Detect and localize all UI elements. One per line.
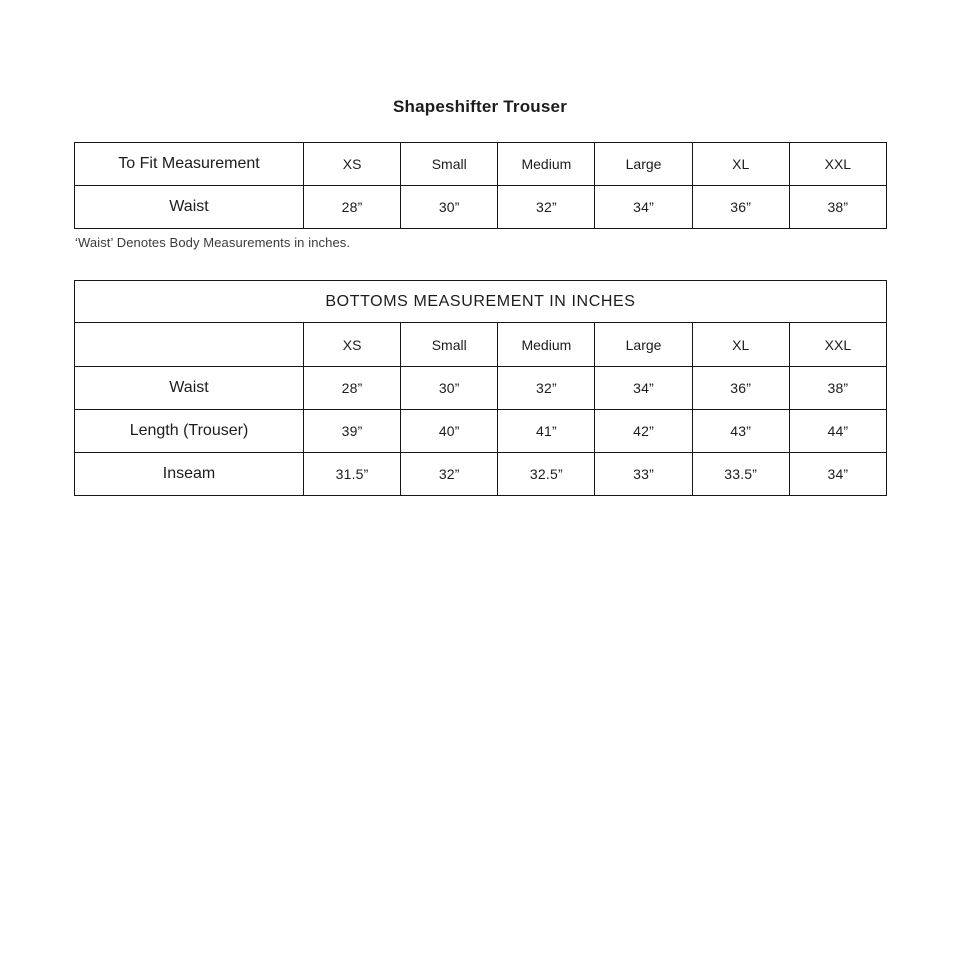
bottoms-waist-xxl: 38” <box>789 367 886 410</box>
bottoms-inseam-xl: 33.5” <box>692 453 789 496</box>
fit-header-medium: Medium <box>498 143 595 186</box>
fit-header-small: Small <box>401 143 498 186</box>
bottoms-header-xl: XL <box>692 323 789 367</box>
bottoms-header-xs: XS <box>304 323 401 367</box>
bottoms-header-small: Small <box>401 323 498 367</box>
bottoms-length-large: 42” <box>595 410 692 453</box>
bottoms-length-xl: 43” <box>692 410 789 453</box>
fit-header-label: To Fit Measurement <box>75 143 304 186</box>
fit-waist-xxl: 38” <box>789 186 886 229</box>
bottoms-waist-small: 30” <box>401 367 498 410</box>
bottoms-inseam-label: Inseam <box>75 453 304 496</box>
bottoms-length-medium: 41” <box>498 410 595 453</box>
bottoms-title-row <box>75 281 887 323</box>
bottoms-inseam-row <box>75 453 887 496</box>
fit-waist-large: 34” <box>595 186 692 229</box>
bottoms-length-row <box>75 410 887 453</box>
bottoms-inseam-xs: 31.5” <box>304 453 401 496</box>
bottoms-waist-medium: 32” <box>498 367 595 410</box>
bottoms-waist-label: Waist <box>75 367 304 410</box>
bottoms-header-empty-cell <box>75 323 304 367</box>
bottoms-waist-xl: 36” <box>692 367 789 410</box>
fit-header-large: Large <box>595 143 692 186</box>
bottoms-inseam-small: 32” <box>401 453 498 496</box>
bottoms-size-header-row <box>75 323 887 367</box>
fit-measurement-table <box>74 142 887 229</box>
bottoms-waist-xs: 28” <box>304 367 401 410</box>
bottoms-waist-row <box>75 367 887 410</box>
bottoms-header-medium: Medium <box>498 323 595 367</box>
fit-header-xxl: XXL <box>789 143 886 186</box>
fit-waist-label: Waist <box>75 186 304 229</box>
fit-header-xl: XL <box>692 143 789 186</box>
waist-note: ‘Waist’ Denotes Body Measurements in inches. <box>75 235 351 250</box>
fit-header-row <box>75 143 887 186</box>
page-title: Shapeshifter Trouser <box>392 97 568 116</box>
fit-waist-xs: 28” <box>304 186 401 229</box>
bottoms-inseam-large: 33” <box>595 453 692 496</box>
bottoms-header-xxl: XXL <box>789 323 886 367</box>
bottoms-length-small: 40” <box>401 410 498 453</box>
bottoms-length-xs: 39” <box>304 410 401 453</box>
bottoms-header-large: Large <box>595 323 692 367</box>
fit-header-xs: XS <box>304 143 401 186</box>
fit-waist-row <box>75 186 887 229</box>
bottoms-length-xxl: 44” <box>789 410 886 453</box>
size-chart-sheet <box>74 0 886 496</box>
bottoms-length-label: Length (Trouser) <box>75 410 304 453</box>
bottoms-table-title: BOTTOMS MEASUREMENT IN INCHES <box>75 281 887 323</box>
bottoms-waist-large: 34” <box>595 367 692 410</box>
bottoms-inseam-xxl: 34” <box>789 453 886 496</box>
bottoms-measurement-table <box>74 280 887 496</box>
fit-waist-xl: 36” <box>692 186 789 229</box>
fit-waist-small: 30” <box>401 186 498 229</box>
fit-waist-medium: 32” <box>498 186 595 229</box>
bottoms-inseam-medium: 32.5” <box>498 453 595 496</box>
